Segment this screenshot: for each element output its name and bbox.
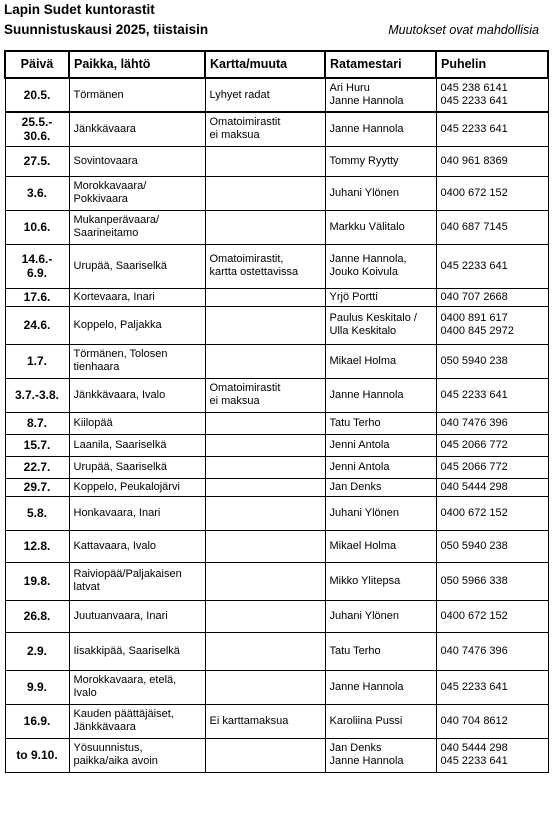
phone-cell (436, 412, 548, 434)
course-master-cell (325, 210, 436, 244)
table-row (5, 378, 548, 412)
map-cell (205, 434, 325, 456)
place-cell (69, 288, 205, 306)
place-cell (69, 456, 205, 478)
place-cell (69, 78, 205, 112)
phone-cell-line: 045 2066 772 (440, 460, 508, 473)
course-master-cell (325, 412, 436, 434)
date-cell (5, 704, 69, 738)
phone-cell-line: 040 5444 298 (440, 480, 508, 493)
table-row (5, 496, 548, 530)
course-master-cell-line: Tatu Terho (329, 644, 381, 657)
column-header-place: Paikka, lähtö (69, 51, 205, 78)
map-cell (205, 306, 325, 344)
phone-cell-line: 0400 845 2972 (440, 325, 514, 337)
course-master-cell-line: Jouko Koivula (329, 266, 398, 278)
course-master-cell (325, 562, 436, 600)
place-cell-line: Morokkavaara/ (73, 180, 147, 192)
map-cell (205, 562, 325, 600)
place-cell-line: Honkavaara, Inari (73, 506, 161, 519)
place-cell (69, 530, 205, 562)
phone-cell-line: 050 5940 238 (440, 539, 508, 552)
table-row (5, 456, 548, 478)
place-cell (69, 210, 205, 244)
phone-cell-line: 050 5966 338 (440, 574, 508, 587)
course-master-cell-line: Tatu Terho (329, 416, 381, 429)
course-master-cell-line: Jan Denks (329, 742, 382, 754)
course-master-cell (325, 78, 436, 112)
course-master-cell (325, 530, 436, 562)
course-master-cell-line: Jenni Antola (329, 460, 390, 473)
course-master-cell-line: Paulus Keskitalo / (329, 312, 417, 324)
place-cell-line: Raiviopää/Paljakaisen (73, 568, 182, 580)
phone-cell-line: 045 2233 641 (440, 680, 508, 693)
date-cell-line: 1.7. (26, 354, 47, 368)
date-cell-line: 19.8. (23, 574, 51, 588)
table-row (5, 704, 548, 738)
phone-cell-line: 050 5940 238 (440, 354, 508, 367)
place-cell (69, 344, 205, 378)
course-master-cell (325, 344, 436, 378)
date-cell-line: 17.6. (23, 290, 51, 304)
map-cell (205, 146, 325, 176)
date-cell-line: 26.8. (23, 609, 51, 623)
phone-cell (436, 288, 548, 306)
course-master-cell-line: Yrjö Portti (329, 290, 378, 303)
course-master-cell-line: Jan Denks (329, 480, 382, 493)
course-master-cell-line: Jenni Antola (329, 438, 390, 451)
date-cell (5, 600, 69, 632)
changes-note: Muutokset ovat mahdollisia (388, 23, 539, 37)
table-row (5, 412, 548, 434)
map-cell (205, 738, 325, 772)
map-cell (205, 670, 325, 704)
phone-cell (436, 244, 548, 288)
course-master-cell-line: Tommy Ryytty (329, 154, 399, 167)
table-body (5, 78, 548, 772)
course-master-cell-line: Karoliina Pussi (329, 714, 403, 727)
date-cell (5, 412, 69, 434)
map-cell (205, 344, 325, 378)
phone-cell (436, 176, 548, 210)
date-cell (5, 344, 69, 378)
map-cell (205, 632, 325, 670)
course-master-cell (325, 146, 436, 176)
date-cell-line: 14.6.- (21, 252, 53, 266)
map-cell-line: ei maksua (209, 129, 260, 142)
place-cell-line: Jänkkävaara (73, 721, 136, 733)
place-cell-line: Juutuanvaara, Inari (73, 609, 168, 622)
phone-cell (436, 210, 548, 244)
map-cell-line: Omatoimirastit, (209, 253, 284, 265)
table-row (5, 210, 548, 244)
phone-cell (436, 344, 548, 378)
course-master-cell (325, 496, 436, 530)
place-cell-line: Törmänen, Tolosen (73, 348, 168, 360)
place-cell-line: Saarineitamo (73, 227, 139, 239)
phone-cell (436, 434, 548, 456)
phone-cell (436, 306, 548, 344)
phone-cell (436, 562, 548, 600)
map-cell-line: ei maksua (209, 395, 260, 407)
place-cell (69, 244, 205, 288)
phone-cell (436, 496, 548, 530)
phone-cell-line: 0400 672 152 (440, 186, 508, 199)
table-row (5, 738, 548, 772)
date-cell (5, 478, 69, 496)
phone-cell-line: 045 2233 641 (440, 122, 508, 135)
place-cell-line: Ivalo (73, 687, 97, 699)
phone-cell (436, 632, 548, 670)
place-cell-line: paikka/aika avoin (73, 755, 158, 767)
place-cell-line: Kauden päättäjäiset, (73, 708, 174, 720)
place-cell (69, 562, 205, 600)
phone-cell (436, 530, 548, 562)
place-cell-line: latvat (73, 581, 100, 593)
map-cell (205, 600, 325, 632)
table-row (5, 146, 548, 176)
map-cell (205, 112, 325, 146)
place-cell (69, 704, 205, 738)
place-cell-line: Laanila, Saariselkä (73, 438, 167, 451)
course-master-cell (325, 378, 436, 412)
date-cell-line: 8.7. (26, 416, 47, 430)
course-master-cell-line: Ari Huru (329, 82, 370, 94)
place-cell-line: Sovintovaara (73, 154, 138, 167)
date-cell-line: 22.7. (23, 460, 51, 474)
map-cell-line: Ei karttamaksua (209, 714, 289, 727)
place-cell-line: Jänkkävaara (73, 122, 136, 135)
phone-cell-line: 0400 672 152 (440, 609, 508, 622)
table-row (5, 306, 548, 344)
map-cell (205, 288, 325, 306)
place-cell (69, 738, 205, 772)
map-cell (205, 456, 325, 478)
course-master-cell-line: Janne Hannola (329, 680, 404, 693)
column-header-date: Päivä (5, 51, 69, 78)
course-master-cell-line: Ulla Keskitalo (329, 325, 397, 337)
phone-cell (436, 704, 548, 738)
place-cell (69, 670, 205, 704)
place-cell-line: Kortevaara, Inari (73, 290, 155, 303)
course-master-cell (325, 738, 436, 772)
phone-cell-line: 045 238 6141 (440, 82, 508, 94)
date-cell-line: 12.8. (23, 539, 51, 553)
map-cell (205, 496, 325, 530)
phone-cell (436, 146, 548, 176)
course-master-cell-line: Janne Hannola (329, 388, 404, 401)
phone-cell-line: 040 704 8612 (440, 714, 508, 727)
course-master-cell-line: Markku Välitalo (329, 220, 405, 233)
place-cell-line: Mukanperävaara/ (73, 214, 160, 226)
date-cell-line: 9.9. (26, 680, 47, 694)
map-cell (205, 704, 325, 738)
phone-cell-line: 040 707 2668 (440, 290, 508, 303)
course-master-cell (325, 600, 436, 632)
map-cell (205, 176, 325, 210)
phone-cell-line: 040 7476 396 (440, 644, 508, 657)
course-master-cell (325, 704, 436, 738)
page-title: Lapin Sudet kuntorastit (4, 2, 155, 17)
place-cell-line: Kiilopää (73, 416, 113, 429)
date-cell (5, 78, 69, 112)
phone-cell-line: 0400 672 152 (440, 506, 508, 519)
table-row (5, 112, 548, 146)
table-row (5, 530, 548, 562)
phone-cell (436, 112, 548, 146)
map-cell (205, 530, 325, 562)
place-cell-line: Pokkivaara (73, 193, 128, 205)
page-subtitle: Suunnistuskausi 2025, tiistaisin (4, 22, 209, 37)
date-cell-line: 27.5. (23, 154, 51, 168)
date-cell-line: 5.8. (26, 506, 47, 520)
course-master-cell-line: Janne Hannola (329, 755, 404, 767)
place-cell (69, 146, 205, 176)
place-cell-line: Urupää, Saariselkä (73, 460, 168, 473)
map-cell-line: Omatoimirastit (209, 382, 281, 394)
place-cell (69, 496, 205, 530)
place-cell (69, 478, 205, 496)
date-cell (5, 378, 69, 412)
date-cell (5, 176, 69, 210)
course-master-cell (325, 478, 436, 496)
map-cell (205, 78, 325, 112)
date-cell-line: 20.5. (23, 88, 51, 102)
phone-cell (436, 456, 548, 478)
column-header-map: Kartta/muuta (205, 51, 325, 78)
date-cell (5, 244, 69, 288)
course-master-cell (325, 632, 436, 670)
course-master-cell (325, 176, 436, 210)
course-master-cell-line: Mikael Holma (329, 354, 397, 367)
header-row (5, 51, 548, 78)
table-row (5, 478, 548, 496)
place-cell-line: Jänkkävaara, Ivalo (73, 388, 166, 401)
course-master-cell (325, 288, 436, 306)
date-cell (5, 738, 69, 772)
date-cell (5, 670, 69, 704)
phone-cell-line: 045 2233 641 (440, 259, 508, 272)
map-cell (205, 478, 325, 496)
date-cell-line: 25.5.- (21, 115, 53, 130)
date-cell-line: 10.6. (23, 220, 51, 234)
phone-cell (436, 738, 548, 772)
schedule-table (4, 50, 549, 773)
course-master-cell-line: Mikko Ylitepsa (329, 574, 401, 587)
course-master-cell (325, 670, 436, 704)
date-cell-line: 15.7. (23, 438, 51, 452)
phone-cell-line: 040 7476 396 (440, 416, 508, 429)
map-cell-line: Lyhyet radat (209, 88, 270, 101)
course-master-cell-line: Juhani Ylönen (329, 186, 400, 199)
table-row (5, 670, 548, 704)
phone-cell-line: 045 2233 641 (440, 388, 508, 401)
table-row (5, 632, 548, 670)
place-cell-line: Urupää, Saariselkä (73, 259, 168, 272)
table-row (5, 288, 548, 306)
date-cell (5, 306, 69, 344)
phone-cell (436, 378, 548, 412)
date-cell-line: 24.6. (23, 318, 51, 332)
course-master-cell (325, 306, 436, 344)
map-cell (205, 210, 325, 244)
date-cell-line: 16.9. (23, 714, 51, 728)
place-cell (69, 112, 205, 146)
column-header-course-master: Ratamestari (325, 51, 436, 78)
date-cell (5, 210, 69, 244)
date-cell (5, 146, 69, 176)
place-cell-line: Koppelo, Peukalojärvi (73, 480, 180, 493)
map-cell (205, 412, 325, 434)
place-cell (69, 412, 205, 434)
date-cell (5, 632, 69, 670)
place-cell (69, 176, 205, 210)
course-master-cell (325, 112, 436, 146)
course-master-cell (325, 456, 436, 478)
table-row (5, 562, 548, 600)
place-cell (69, 434, 205, 456)
date-cell-line: 3.7.-3.8. (14, 388, 60, 402)
date-cell (5, 530, 69, 562)
phone-cell-line: 045 2233 641 (440, 755, 508, 767)
map-cell (205, 244, 325, 288)
map-cell (205, 378, 325, 412)
date-cell-line: 6.9. (26, 266, 47, 280)
place-cell-line: tienhaara (73, 361, 120, 373)
phone-cell (436, 78, 548, 112)
course-master-cell (325, 244, 436, 288)
phone-cell (436, 478, 548, 496)
map-cell-line: Omatoimirastit (209, 116, 281, 129)
table-row (5, 176, 548, 210)
date-cell (5, 112, 69, 146)
phone-cell-line: 040 687 7145 (440, 220, 508, 233)
place-cell (69, 632, 205, 670)
date-cell-line: 30.6. (23, 129, 51, 144)
course-master-cell-line: Janne Hannola, (329, 253, 407, 265)
date-cell-line: to 9.10. (16, 748, 58, 762)
course-master-cell-line: Janne Hannola (329, 95, 404, 107)
phone-cell (436, 670, 548, 704)
place-cell-line: Koppelo, Paljakka (73, 318, 162, 331)
phone-cell-line: 0400 891 617 (440, 312, 508, 324)
date-cell-line: 29.7. (23, 480, 51, 494)
place-cell (69, 600, 205, 632)
table-row (5, 600, 548, 632)
date-cell (5, 562, 69, 600)
phone-cell-line: 045 2066 772 (440, 438, 508, 451)
place-cell-line: Törmänen (73, 88, 124, 101)
column-header-phone: Puhelin (436, 51, 548, 78)
table-row (5, 244, 548, 288)
map-cell-line: kartta ostettavissa (209, 266, 299, 278)
course-master-cell-line: Juhani Ylönen (329, 609, 400, 622)
place-cell-line: Morokkavaara, etelä, (73, 674, 177, 686)
place-cell-line: Kattavaara, Ivalo (73, 539, 157, 552)
phone-cell-line: 040 961 8369 (440, 154, 508, 167)
date-cell (5, 456, 69, 478)
date-cell (5, 434, 69, 456)
place-cell-line: Iisakkipää, Saariselkä (73, 644, 180, 657)
date-cell-line: 2.9. (26, 644, 47, 658)
course-master-cell (325, 434, 436, 456)
phone-cell (436, 600, 548, 632)
phone-cell-line: 045 2233 641 (440, 95, 508, 107)
date-cell-line: 3.6. (26, 186, 47, 200)
course-master-cell-line: Janne Hannola (329, 122, 404, 135)
course-master-cell-line: Mikael Holma (329, 539, 397, 552)
date-cell (5, 288, 69, 306)
place-cell (69, 306, 205, 344)
place-cell-line: Yösuunnistus, (73, 742, 143, 754)
date-cell (5, 496, 69, 530)
table-row (5, 344, 548, 378)
course-master-cell-line: Juhani Ylönen (329, 506, 400, 519)
table-row (5, 78, 548, 112)
place-cell (69, 378, 205, 412)
table-row (5, 434, 548, 456)
phone-cell-line: 040 5444 298 (440, 742, 508, 754)
